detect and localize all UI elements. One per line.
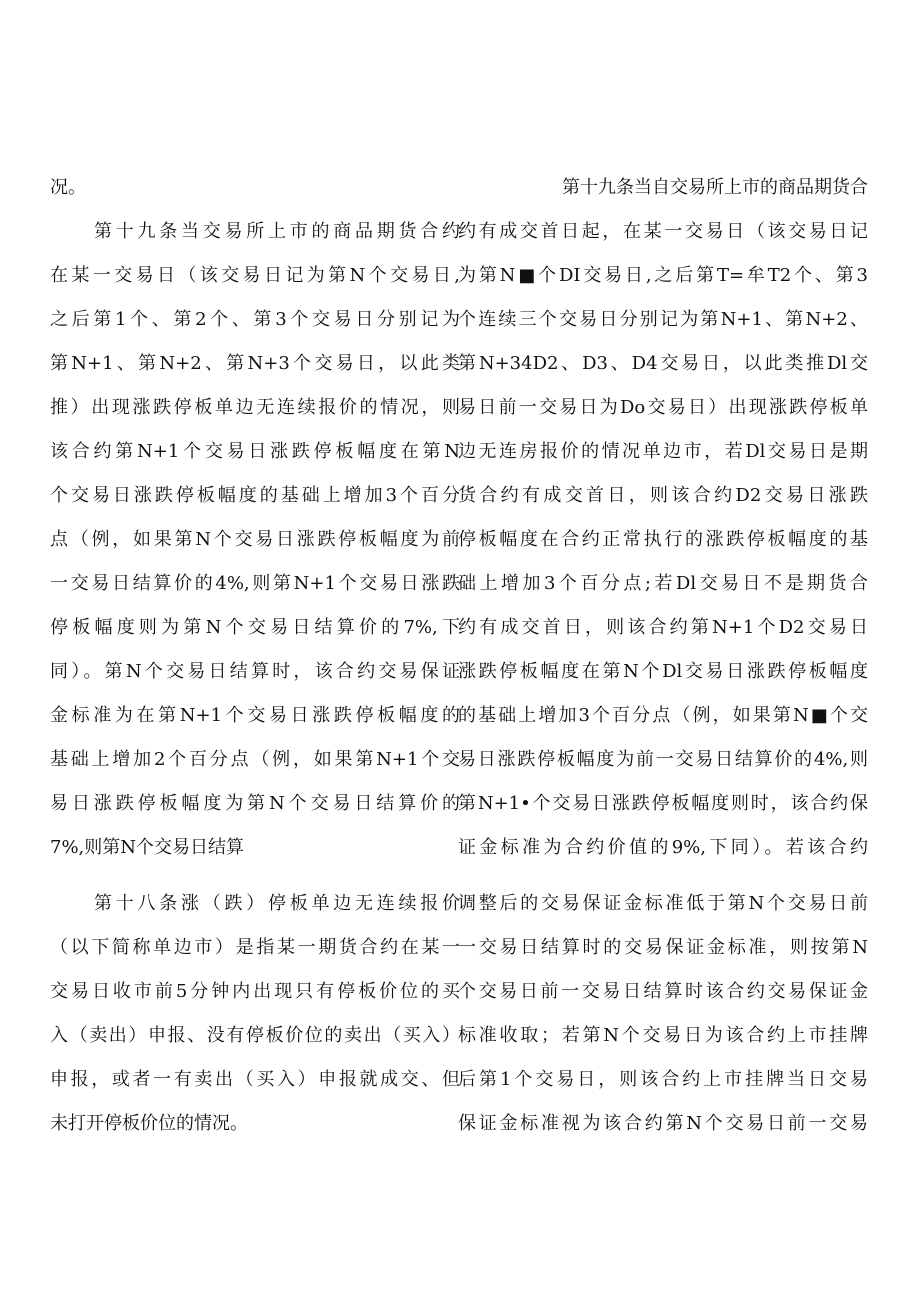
text-line: 的基础上增加3个百分点（例，如果第N■个交 — [458, 705, 868, 726]
text-line: 涨跌停板幅度在第N个Dl交易日涨跌停板幅度 — [458, 661, 868, 682]
text-line: 第十九条当交易所上市的商品期货合约 — [94, 221, 460, 242]
text-line: 基础上增加2个百分点（例，如果第N+1个交 — [50, 749, 460, 770]
text-line: 第N+34D2、D3、D4交易日，以此类推Dl交 — [458, 353, 868, 374]
text-line: 况。 — [50, 177, 86, 198]
text-line: 个交易日涨跌停板幅度的基础上增加3个百分 — [50, 485, 460, 506]
text-line: 该合约第N+1个交易日涨跌停板幅度在第N — [50, 441, 460, 462]
text-line: 础上增加3个百分点;若Dl交易日不是期货合 — [458, 573, 868, 594]
text-line: 约有成交首日起，在某一交易日（该交易日记 — [458, 221, 868, 242]
text-line: 7%,则第N个交易日结算 — [50, 837, 245, 858]
text-line: 第N+1•个交易日涨跌停板幅度则时，该合约保 — [458, 793, 868, 814]
text-line: 停板幅度在合约正常执行的涨跌停板幅度的基 — [458, 529, 868, 550]
text-line: 保证金标准视为该合约第N个交易日前一交易 — [458, 1113, 868, 1134]
text-line: 为第N■个DI交易日,之后第T=牟T2个、第3 — [458, 265, 868, 286]
text-line: 入（卖出）申报、没有停板价位的卖出（买入） — [50, 1025, 460, 1046]
text-line: 一交易日结算价的4%,则第N+1个交易日涨跌 — [50, 573, 460, 594]
text-line: 后第1个交易日，则该合约上市挂牌当日交易 — [458, 1069, 868, 1090]
text-line: 申报，或者一有卖出（买入）申报就成交、但 — [50, 1069, 460, 1090]
text-line: 边无连房报价的情况单边市，若Dl交易日是期 — [458, 441, 868, 462]
text-line: 点（例，如果第N个交易日涨跌停板幅度为前 — [50, 529, 460, 550]
text-line: 未打开停板价位的情况。 — [50, 1113, 248, 1134]
text-line: 一交易日结算时的交易保证金标准，则按第N — [458, 937, 868, 958]
text-line: 第N+1、第N+2、第N+3个交易日，以此类 — [50, 353, 460, 374]
text-line: 约有成交首日，则该合约第N+1个D2交易日 — [458, 617, 868, 638]
text-line: 在某一交易日（该交易日记为第N个交易日, — [50, 265, 460, 286]
text-line: 个连续三个交易日分别记为第N+1、第N+2、 — [458, 309, 868, 330]
text-line: 标准收取；若第N个交易日为该合约上市挂牌 — [458, 1025, 868, 1046]
text-line: 推）出现涨跌停板单边无连续报价的情况，则 — [50, 397, 460, 418]
text-line: （以下简称单边市）是指某一期货合约在某一 — [50, 937, 460, 958]
text-line: 第十八条涨（跌）停板单边无连续报价 — [94, 893, 460, 914]
text-line: 证金标准为合约价值的9%,下同）。若该合约 — [458, 837, 868, 858]
text-line: 易日涨跌停板幅度为前一交易日结算价的4%,则 — [458, 749, 868, 770]
text-line: 交易日收市前5分钟内出现只有停板价位的买 — [50, 981, 460, 1002]
text-line: 调整后的交易保证金标准低于第N个交易日前 — [458, 893, 868, 914]
text-line: 同）。第N个交易日结算时，该合约交易保证 — [50, 661, 460, 682]
text-line: 之后第1个、第2个、第3个交易日分别记为 — [50, 309, 460, 330]
text-line: 停板幅度则为第N个交易日结算价的7%,下 — [50, 617, 460, 638]
text-line: 货合约有成交首日，则该合约D2交易日涨跌 — [458, 485, 868, 506]
text-line: 易日前一交易日为Do交易日）出现涨跌停板单 — [458, 397, 868, 418]
text-line: 金标准为在第N+1个交易日涨跌停板幅度的 — [50, 705, 460, 726]
text-line: 第十九条当自交易所上市的商品期货合 — [562, 177, 868, 198]
text-line: 个交易日前一交易日结算时该合约交易保证金 — [458, 981, 868, 1002]
text-line: 易日涨跌停板幅度为第N个交易日结算价的 — [50, 793, 460, 814]
